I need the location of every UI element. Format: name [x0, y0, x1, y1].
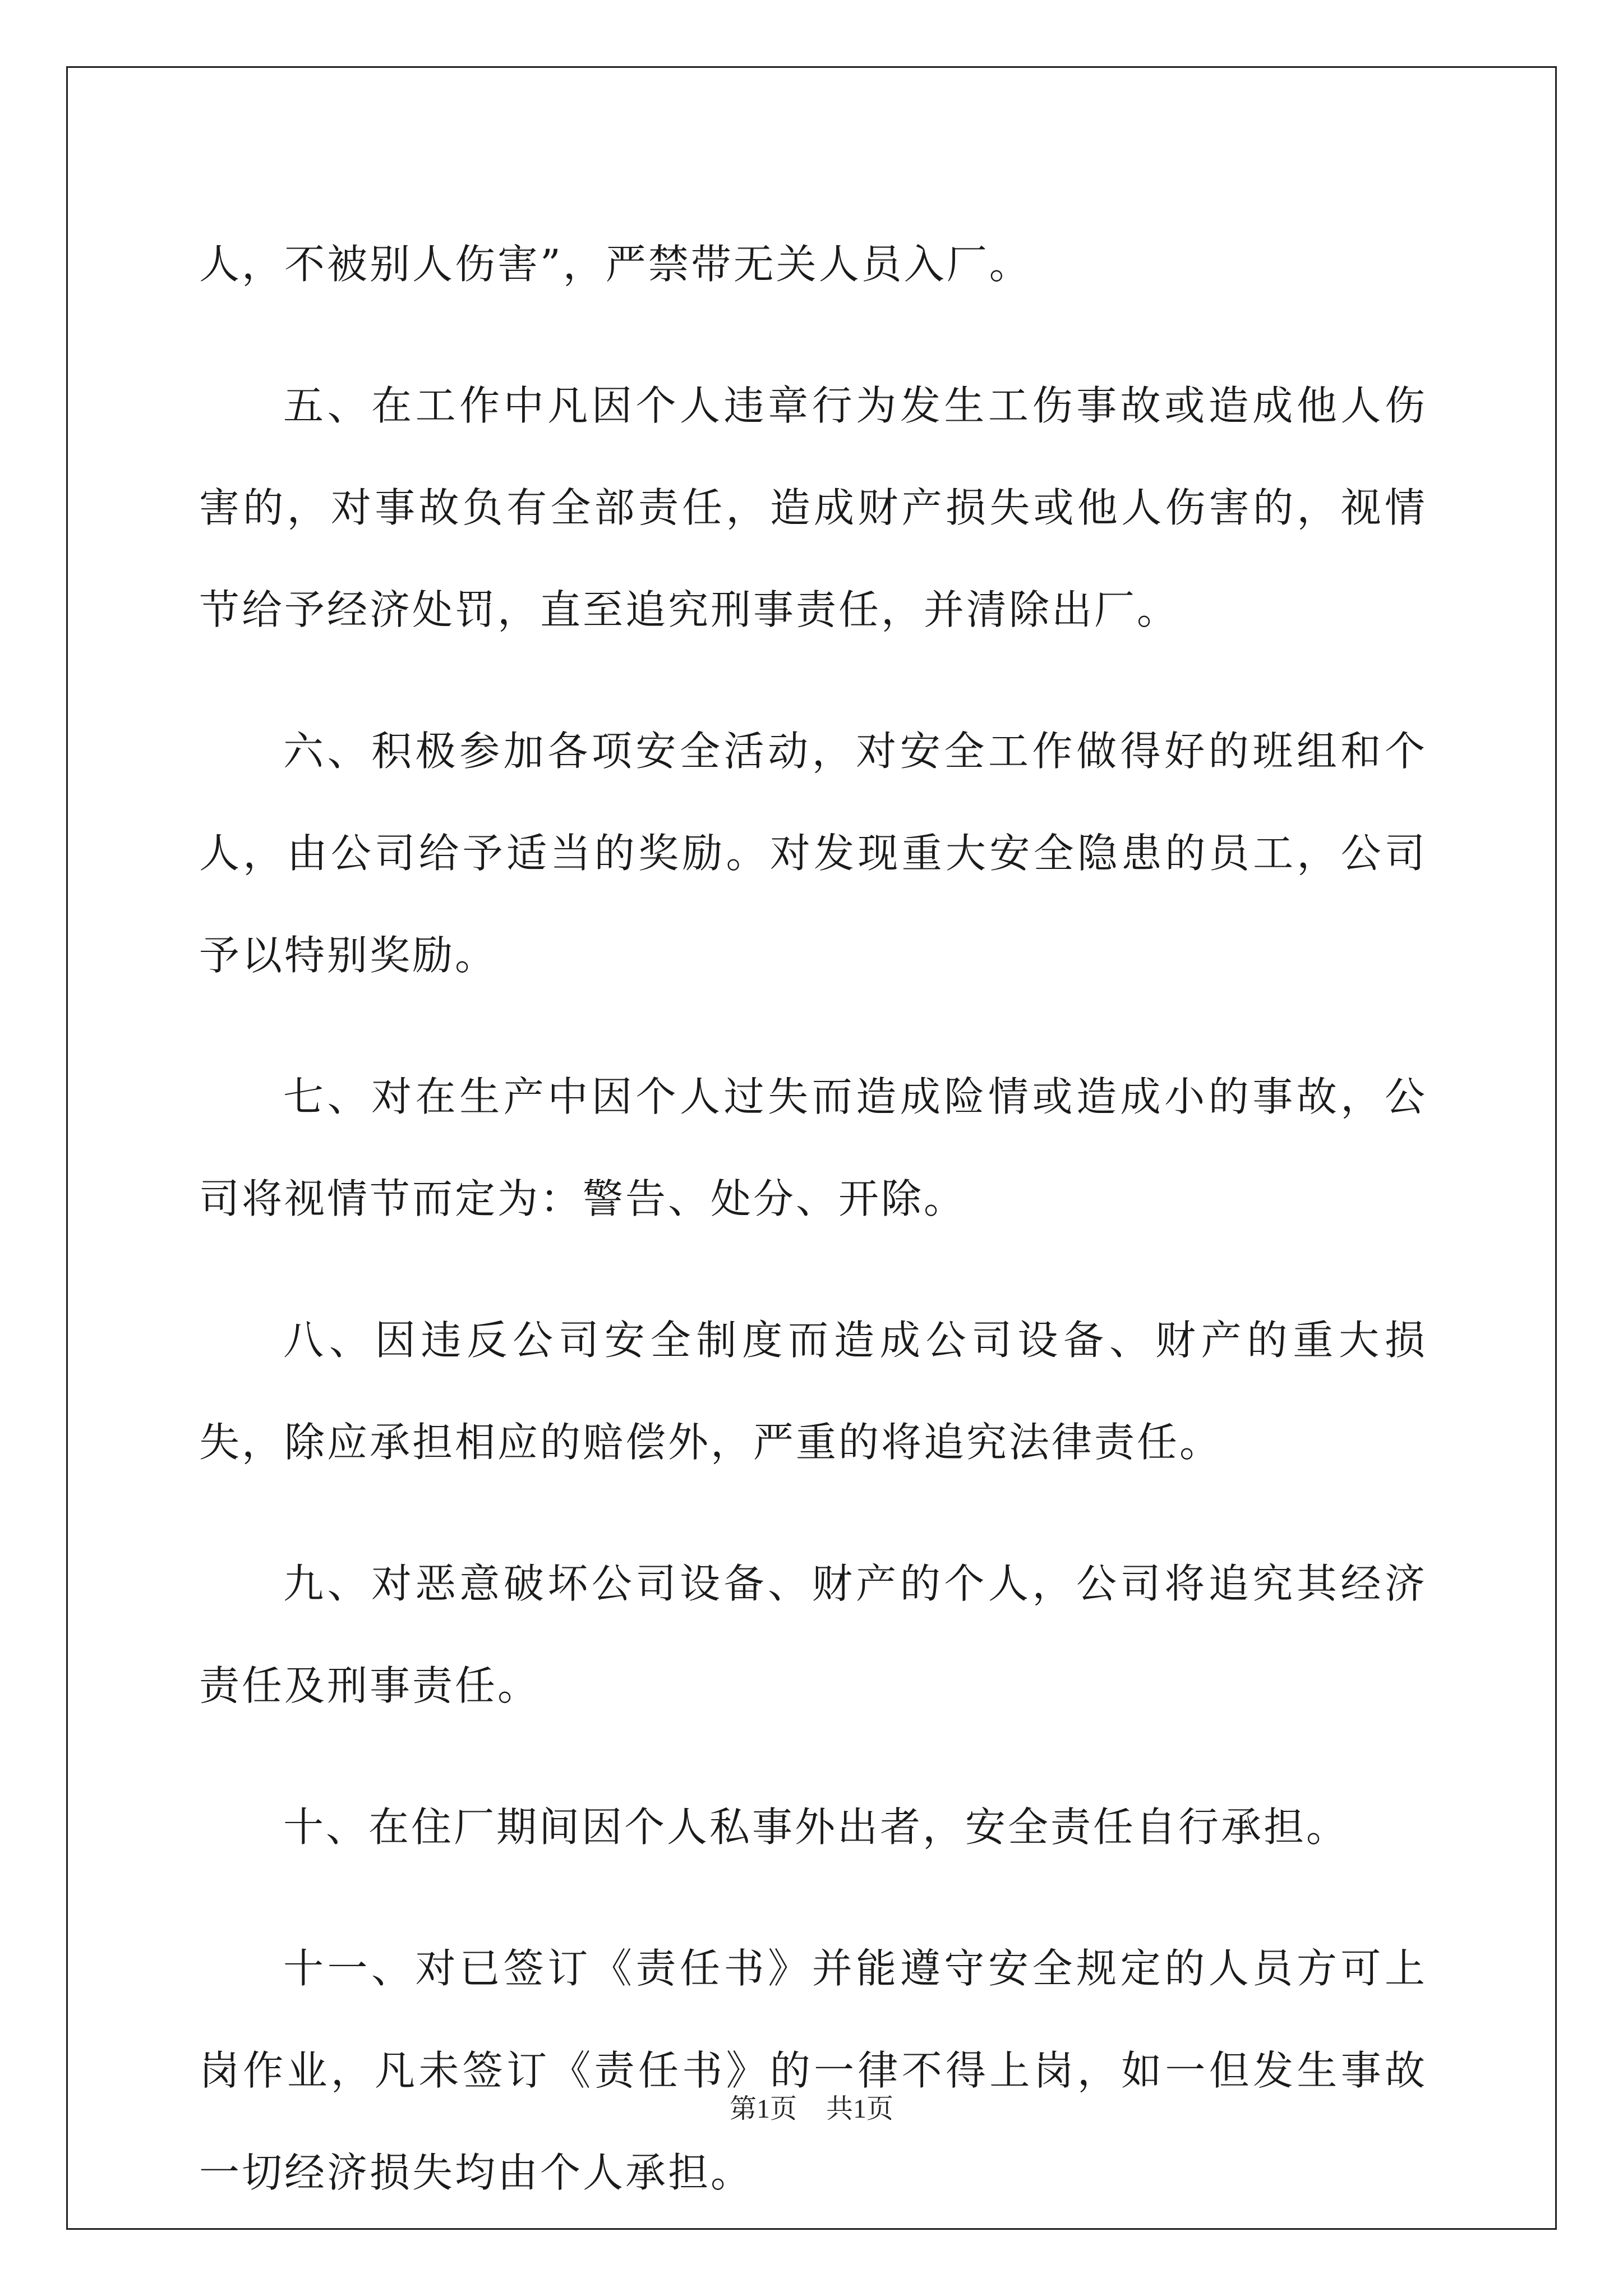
document-body [199, 213, 1427, 2263]
page-total: 共1页 [826, 2094, 894, 2124]
page-footer [0, 2087, 1623, 2125]
paragraph-item-9: 九、对恶意破坏公司设备、财产的个人，公司将追究其经济责任及刑事责任。 [199, 1560, 1427, 1709]
paragraph-item-8: 八、因违反公司安全制度而造成公司设备、财产的重大损失，除应承担相应的赔偿外，严重的将追究法律责任。 [199, 1317, 1427, 1466]
paragraph-item-6: 六、积极参加各项安全活动，对安全工作做得好的班组和个人，由公司给予适当的奖励。对发现重大安全隐患的员工，公司予以特别奖励。 [199, 728, 1427, 979]
paragraph-item-7: 七、对在生产中因个人过失而造成险情或造成小的事故，公司将视情节而定为：警告、处分、开除。 [199, 1073, 1427, 1222]
paragraph-item-11: 十一、对已签订《责任书》并能遵守安全规定的人员方可上岗作业，凡未签订《责任书》的一律不得上岗，如一但发生事故一切经济损失均由个人承担。 [199, 1945, 1427, 2196]
paragraph-continuation: 人，不被别人伤害”，严禁带无关人员入厂。 [199, 241, 1032, 288]
page-number: 第1页 [729, 2094, 797, 2124]
paragraph-item-10: 十、在住厂期间因个人私事外出者，安全责任自行承担。 [283, 1803, 1349, 1851]
paragraph-item-5: 五、在工作中凡因个人违章行为发生工伤事故或造成他人伤害的，对事故负有全部责任，造成财产损失或他人伤害的，视情节给予经济处罚，直至追究刑事责任，并清除出厂。 [199, 382, 1427, 633]
